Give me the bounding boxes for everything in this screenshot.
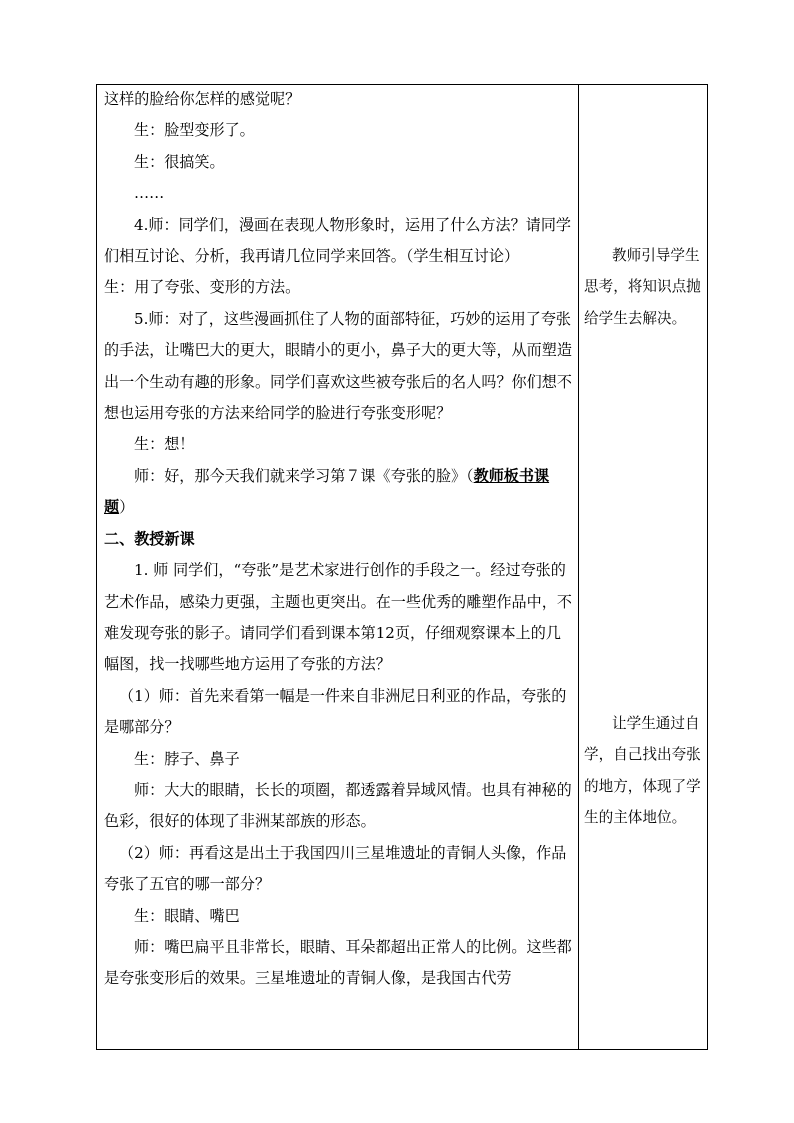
paragraph: 这样的脸给你怎样的感觉呢？ xyxy=(104,90,301,108)
teacher-explanation: 师：嘴巴扁平且非常长，眼睛、耳朵都超出正常人的比例。这些都是夸张变形后的效果。三星堆遗址的青铜人像，是我国古代劳 xyxy=(104,937,572,988)
student-answer: 生：脸型变形了。 xyxy=(134,121,255,140)
lesson-content-column xyxy=(104,84,572,995)
teacher-explanation: 1. 师 同学们，“夸张”是艺术家进行创作的手段之一。经过夸张的艺术作品，感染力更强，主题也更突出。在一些优秀的雕塑作品中，不难发现夸张的影子。请同学们看到课本第12页，仔细观察课本上的几幅图，找一找哪些地方运用了夸张的方法？ xyxy=(104,561,572,674)
lesson-intro-close: ） xyxy=(119,498,135,517)
side-note-text: 让学生通过自学，自己找出夸张的地方，体现了学生的主体地位。 xyxy=(584,715,701,827)
column-divider xyxy=(578,84,579,1050)
teacher-question: 4.师：同学们，漫画在表现人物形象时，运用了什么方法？请同学们相互讨论、分析，我再请几位同学来回答。（学生相互讨论） xyxy=(104,215,572,266)
side-note-1 xyxy=(584,240,704,334)
student-answer: 生：很搞笑。 xyxy=(134,152,225,171)
student-answer: 生：用了夸张、变形的方法。 xyxy=(104,278,301,297)
board-title-note: 教师板书课题 xyxy=(104,466,550,517)
side-note-2 xyxy=(584,708,704,834)
teacher-question: （2）师：再看这是出土于我国四川三星堆遗址的青铜人头像，作品夸张了五官的哪一部分？ xyxy=(104,843,567,894)
lesson-intro-text: 师：好，那今天我们就来学习第７课《夸张的脸》（ xyxy=(134,466,474,485)
teacher-explanation: 5.师：对了，这些漫画抓住了人物的面部特征，巧妙的运用了夸张的手法，让嘴巴大的更大，眼睛小的更小，鼻子大的更大等，从而塑造出一个生动有趣的形象。同学们喜欢这些被夸张后的名人吗？你们想不想也运用夸张的方法来给同学的脸进行夸张变形呢？ xyxy=(104,309,572,423)
side-note-text: 教师引导学生思考，将知识点抛给学生去解决。 xyxy=(584,247,701,327)
teacher-explanation: 师：大大的眼睛，长长的项圈，都透露着异域风情。也具有神秘的色彩，很好的体现了非洲某部族的形态。 xyxy=(104,780,572,831)
section-heading: 二、教授新课 xyxy=(104,529,195,548)
student-answer: 生：脖子、鼻子 xyxy=(134,749,240,768)
student-answer: 生：想！ xyxy=(134,435,195,454)
ellipsis: …… xyxy=(134,184,165,203)
teacher-question: （1）师：首先来看第一幅是一件来自非洲尼日利亚的作品，夸张的是哪部分？ xyxy=(104,686,567,737)
student-answer: 生：眼睛、嘴巴 xyxy=(134,906,240,925)
lesson-intro xyxy=(104,461,572,524)
